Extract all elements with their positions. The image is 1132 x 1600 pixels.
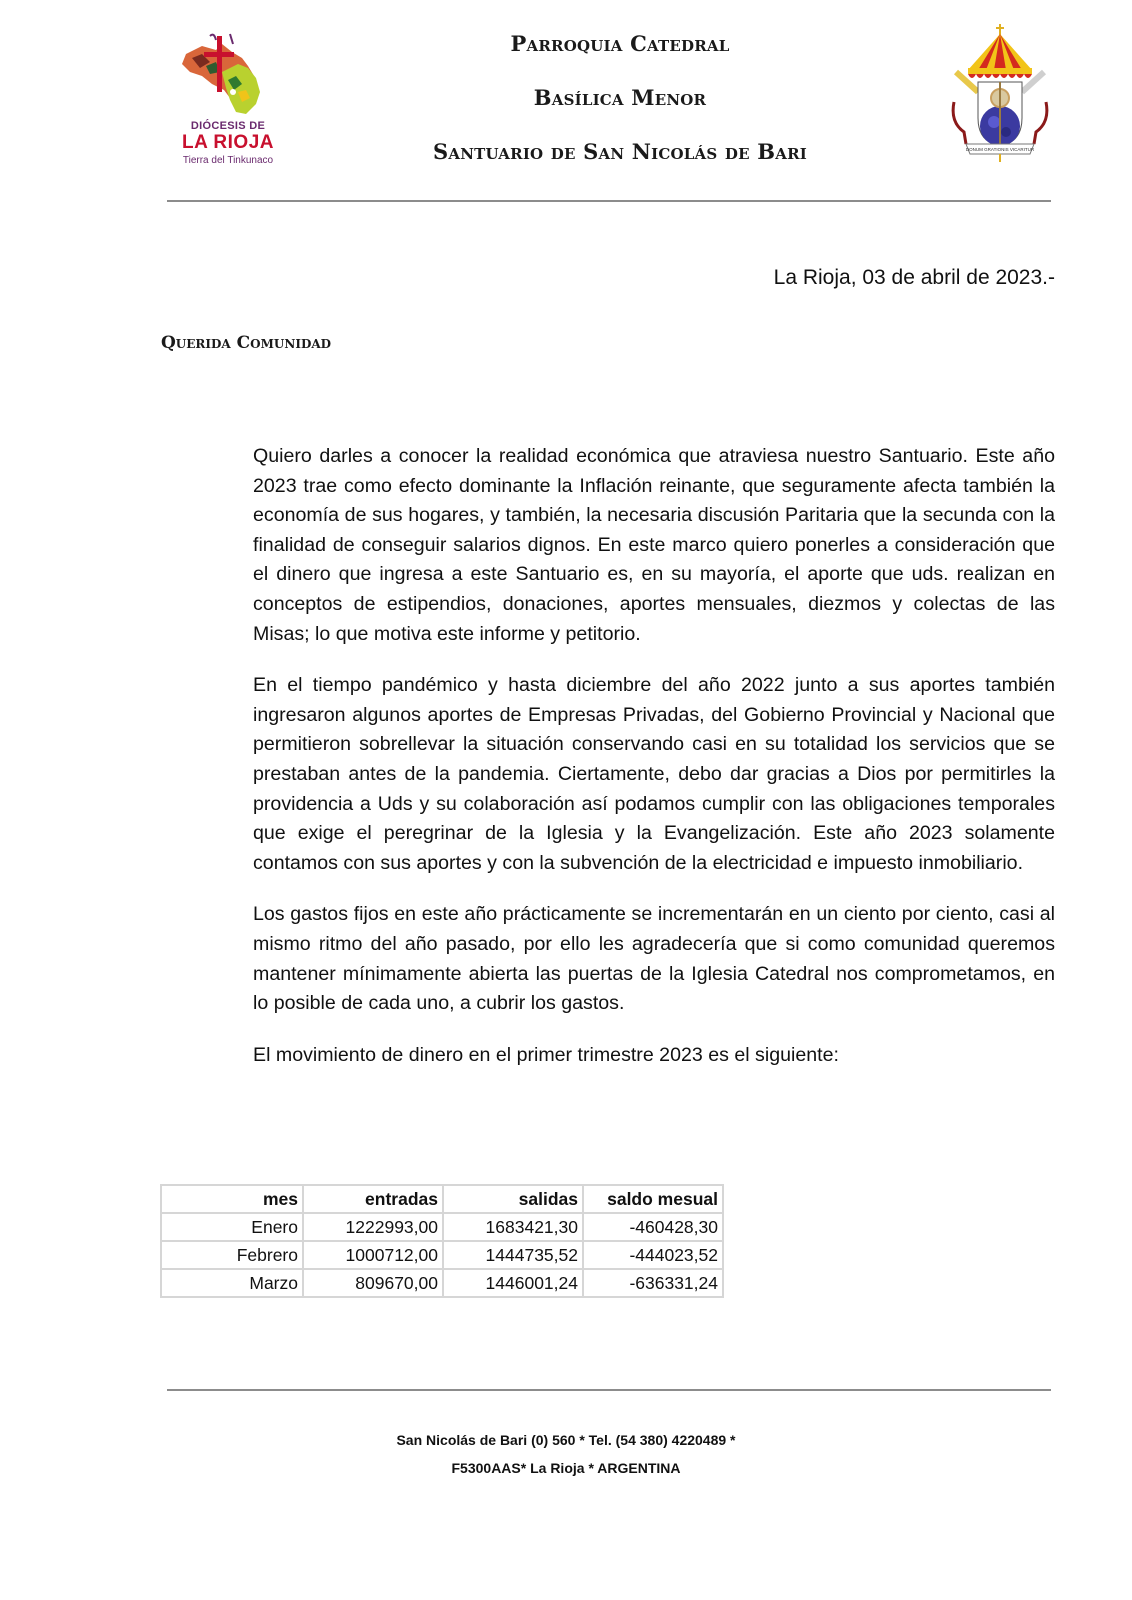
table-row [161, 1213, 723, 1241]
basilica-coat-of-arms-icon [950, 22, 1050, 162]
footer-address: San Nicolás de Bari (0) 560 * Tel. (54 380) 4220489 * [396, 1432, 736, 1448]
cell-salidas: 1683421,30 [443, 1213, 583, 1241]
body-paragraph: Quiero darles a conocer la realidad económica que atraviesa nuestro Santuario. Este año 2023 trae como efecto dominante la Inflación reinante, que seguramente afecta también la economía de sus hogares, y también, la necesaria discusión Paritaria que la secunda con la finalidad de conseguir salarios dignos. En este marco quiero ponerles a consideración que el dinero que ingresa a este Santuario es, en su mayoría, el aporte que uds. realizan en conceptos de estipendios, donaciones, aportes mensuales, diezmos y colectas de las Misas; lo que motiva este informe y petitorio. [253, 445, 1055, 645]
column-header-mes: mes [161, 1185, 303, 1213]
title-basilica: Basílica Menor [533, 85, 707, 110]
letter-date: La Rioja, 03 de abril de 2023.- [773, 266, 1055, 289]
column-header-salidas: salidas [443, 1185, 583, 1213]
header-divider [167, 200, 1051, 202]
cell-entradas: 1000712,00 [303, 1241, 443, 1269]
cell-entradas: 1222993,00 [303, 1213, 443, 1241]
logo-tagline: Tierra del Tinkunaco [182, 155, 274, 166]
header-titles [380, 30, 860, 192]
footer-divider [167, 1389, 1051, 1391]
letter-salutation: Querida Comunidad [161, 333, 332, 353]
body-paragraph: Los gastos fijos en este año prácticamente se incrementarán en un ciento por ciento, casi al mismo ritmo del año pasado, por ello les agradecería que si como comunidad queremos mantener mínimamente abierta las puertas de la Iglesia Catedral nos comprometamos, en lo posible de cada uno, a cubrir los gastos. [253, 903, 1055, 1015]
table-row [161, 1269, 723, 1297]
cell-saldo: -636331,24 [583, 1269, 723, 1297]
letterhead [0, 0, 1132, 210]
footer-city: F5300AAS* La Rioja * ARGENTINA [451, 1460, 681, 1476]
cell-entradas: 809670,00 [303, 1269, 443, 1297]
table-row [161, 1241, 723, 1269]
cell-mes: Marzo [161, 1269, 303, 1297]
cell-mes: Enero [161, 1213, 303, 1241]
cell-saldo: -460428,30 [583, 1213, 723, 1241]
diocese-map-cross-icon [172, 32, 284, 120]
body-paragraph: El movimiento de dinero en el primer trimestre 2023 es el siguiente: [253, 1043, 839, 1066]
cell-salidas: 1444735,52 [443, 1241, 583, 1269]
finance-table [160, 1184, 724, 1298]
logo-la-rioja-text: LA RIOJA [182, 132, 274, 153]
basilica-coat-of-arms [950, 22, 1050, 162]
cell-mes: Febrero [161, 1241, 303, 1269]
cell-saldo: -444023,52 [583, 1241, 723, 1269]
title-parroquia: Parroquia Catedral [510, 31, 730, 56]
logo-diocesis-text: DIÓCESIS DE [190, 120, 266, 132]
column-header-saldo: saldo mesual [583, 1185, 723, 1213]
cell-salidas: 1446001,24 [443, 1269, 583, 1297]
column-header-entradas: entradas [303, 1185, 443, 1213]
coat-of-arms-motto: DONUM GRATIONIS VICARITUR [965, 147, 1035, 152]
letter-body [253, 442, 1055, 1092]
body-paragraph: En el tiempo pandémico y hasta diciembre del año 2022 junto a sus aportes también ingresaron algunos aportes de Empresas Privadas, del Gobierno Provincial y Nacional que permitieron sobrellevar la situación conservando casi en su totalidad los servicios que se prestaban antes de la pandemia. Ciertamente, debo dar gracias a Dios por permitirles la providencia a Uds y su colaboración así podamos cumplir con las obligaciones temporales que exige el peregrinar de la Iglesia y la Evangelización. Este año 2023 solamente contamos con sus aportes y con la subvención de la electricidad e impuesto inmobiliario. [253, 674, 1055, 874]
title-santuario: Santuario de San Nicolás de Bari [433, 139, 807, 164]
table-header-row [161, 1185, 723, 1213]
diocese-logo [172, 32, 284, 170]
